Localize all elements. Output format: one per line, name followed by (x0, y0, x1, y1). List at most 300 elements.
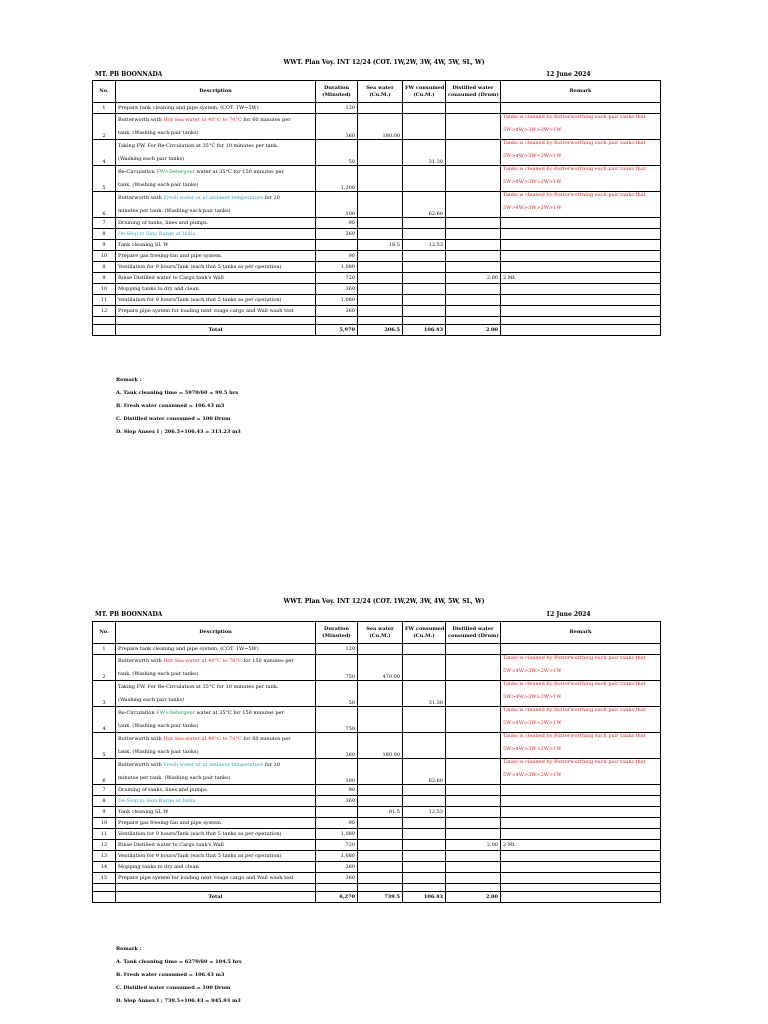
row-number: 3 (93, 681, 116, 707)
row-distilled (446, 707, 501, 733)
description-line-1 (118, 231, 313, 238)
row-fw-consumed (403, 733, 446, 759)
table-row (93, 284, 661, 295)
row-distilled (446, 644, 501, 655)
row-remark (501, 273, 661, 284)
row-description (116, 851, 316, 862)
blank-cell (358, 884, 403, 892)
header-remark-label: Remark (569, 629, 592, 636)
row-description (116, 681, 316, 707)
row-remark (501, 192, 661, 218)
table-row (93, 759, 661, 785)
table-row (93, 818, 661, 829)
remark-note: B. Fresh water consumed = 106.43 m3 (116, 972, 225, 978)
description-line-2: tank. (Washing each pair tanks) (118, 129, 199, 136)
row-duration: 100 (316, 192, 358, 218)
description-line-1: Prepare gas freeing-fan and pipe system. (118, 252, 223, 259)
row-distilled (446, 140, 501, 166)
row-fw-consumed (403, 273, 446, 284)
row-sea-water (358, 862, 403, 873)
row-number: 4 (93, 140, 116, 166)
row-remark (501, 114, 661, 140)
table-row (93, 295, 661, 306)
highlighted-text: Fresh water at at ambient temperature (163, 762, 264, 768)
row-description (116, 862, 316, 873)
description-line-1: Prepare pipe system for loading next voage cargo and Wall wash test (118, 874, 294, 881)
header-duration-label: Duration (323, 626, 350, 632)
description-line-1: Mopping tanks to dry and clean. (118, 863, 201, 870)
highlighted-text: Hot Sea water at 40°C to 70°C (163, 117, 242, 123)
remark-line-2: 5W>4W>3W>2W>1W (503, 771, 562, 778)
total-duration: 5,970 (316, 325, 358, 336)
row-duration: 120 (316, 644, 358, 655)
row-distilled (446, 251, 501, 262)
row-duration: 50 (316, 681, 358, 707)
row-number: 6 (93, 759, 116, 785)
row-fw-consumed (403, 785, 446, 796)
row-description (116, 759, 316, 785)
remark-note: A. Tank cleaning time = 5970/60 = 99.5 hrs (116, 390, 239, 396)
description-line-1: Rinse Distilled water to Cargo tank's Wall (118, 274, 224, 281)
row-number: 8 (93, 796, 116, 807)
total-row (93, 325, 661, 336)
table-row (93, 796, 661, 807)
table-row (93, 785, 661, 796)
blank-cell (403, 884, 446, 892)
header-distilled-label: consumed (Drum) (448, 91, 499, 98)
table-row (93, 829, 661, 840)
row-sea-water (358, 103, 403, 114)
remark-notes (116, 946, 242, 1011)
row-fw-consumed (403, 644, 446, 655)
description-line-2: tank. (Washing each pair tanks) (118, 748, 199, 755)
table-row (93, 873, 661, 884)
row-remark (501, 262, 661, 273)
row-duration: 750 (316, 655, 358, 681)
row-description (116, 140, 316, 166)
total-sea-water: 206.5 (358, 325, 403, 336)
row-duration: 1,080 (316, 295, 358, 306)
total-sea-water: 739.5 (358, 892, 403, 903)
row-description (116, 166, 316, 192)
row-fw-consumed (403, 284, 446, 295)
row-description (116, 273, 316, 284)
header-no-label: No. (99, 629, 109, 636)
description-line-1: Ventilation for 9 hours/Tank (each that 5 tanks as per operation) (118, 263, 282, 270)
row-fw-consumed (403, 306, 446, 317)
blank-cell (501, 317, 661, 325)
row-sea-water (358, 681, 403, 707)
row-remark (501, 851, 661, 862)
row-sea-water (358, 707, 403, 733)
table-row (93, 229, 661, 240)
description-line-2: (Washing each pair tanks) (118, 696, 185, 703)
row-duration: 1,080 (316, 829, 358, 840)
description-line-1: Ventilation for 9 hours/Tank (each that 5 tanks as per operation) (118, 296, 282, 303)
total-distilled: 2.00 (446, 892, 501, 903)
row-remark (501, 140, 661, 166)
row-number: 9 (93, 807, 116, 818)
row-number: 12 (93, 306, 116, 317)
row-remark (501, 681, 661, 707)
row-duration: 750 (316, 707, 358, 733)
sheet-title: WWT. Plan Voy. INT 12/24 (COT. 1W,2W, 3W, 4W, 5W, SL, W) (283, 598, 485, 605)
row-number: 8 (93, 262, 116, 273)
blank-cell (116, 884, 316, 892)
sheet-title: WWT. Plan Voy. INT 12/24 (COT. 1W,2W, 3W, 4W, 5W, SL, W) (283, 59, 485, 66)
row-fw-consumed (403, 851, 446, 862)
remark-heading: Remark : (116, 946, 142, 952)
row-fw-consumed (403, 655, 446, 681)
row-description (116, 733, 316, 759)
total-label: Total (116, 892, 316, 903)
description-line-1: Prepare gas freeing-fan and pipe system. (118, 819, 223, 826)
row-distilled (446, 103, 501, 114)
row-number: 9 (93, 273, 116, 284)
row-fw-consumed (403, 862, 446, 873)
table-row (93, 103, 661, 114)
description-line-1: Ventilation for 9 hours/Tank (each that 5 tanks as per operation) (118, 852, 282, 859)
row-remark (501, 644, 661, 655)
row-number: 10 (93, 284, 116, 295)
remark-note: B. Fresh water consumed = 106.43 m3 (116, 403, 225, 409)
row-distilled (446, 295, 501, 306)
table-row (93, 707, 661, 733)
row-sea-water: 180.00 (358, 114, 403, 140)
row-fw-consumed (403, 103, 446, 114)
row-remark (501, 840, 661, 851)
row-distilled (446, 284, 501, 295)
row-description (116, 114, 316, 140)
description-line-1 (118, 798, 313, 805)
table-row (93, 681, 661, 707)
row-fw-consumed (403, 707, 446, 733)
row-number: 11 (93, 295, 116, 306)
row-remark (501, 284, 661, 295)
header-sea-water (358, 81, 403, 103)
row-distilled (446, 851, 501, 862)
row-description (116, 229, 316, 240)
row-number: 15 (93, 873, 116, 884)
table-row (93, 251, 661, 262)
table-row (93, 862, 661, 873)
remark-line-1: Tanks is cleaned by Butterworthing each pair tanks that (503, 114, 646, 120)
header-sea-water-label: Sea water (366, 85, 394, 91)
row-duration: 1,080 (316, 851, 358, 862)
header-no (93, 622, 116, 644)
row-number: 7 (93, 218, 116, 229)
table-row (93, 262, 661, 273)
description-line-2: tank. (Washing each pair tanks) (118, 181, 199, 188)
total-empty (93, 892, 116, 903)
description-line-2: minutes per tank. (Washing each pair tanks) (118, 207, 231, 214)
header-fw-consumed (403, 622, 446, 644)
row-duration: 360 (316, 873, 358, 884)
row-duration: 360 (316, 796, 358, 807)
row-remark (501, 862, 661, 873)
description-line-1: Butterworth with Hot Sea water at 40°C to 70°C for 150 minutes per (118, 658, 294, 664)
row-sea-water: 18.5 (358, 240, 403, 251)
description-line-1: Mopping tanks to dry and clean. (118, 285, 201, 292)
row-remark (501, 707, 661, 733)
row-sea-water (358, 218, 403, 229)
description-line-1: Ventilation for 9 hours/Tank (each that 5 tanks as per operation) (118, 830, 282, 837)
remark-line-2: 5W>4W>3W>2W>1W (503, 178, 562, 185)
table-row (93, 655, 661, 681)
row-sea-water (358, 192, 403, 218)
row-sea-water: 81.5 (358, 807, 403, 818)
row-sea-water (358, 840, 403, 851)
row-duration: 360 (316, 862, 358, 873)
header-fw-consumed-label: FW consumed (405, 85, 445, 91)
row-duration: 50 (316, 140, 358, 166)
row-remark (501, 295, 661, 306)
row-sea-water (358, 644, 403, 655)
description-line-1: Butterworth with Fresh water at at ambient temperature for 20 (118, 762, 280, 768)
header-duration (316, 81, 358, 103)
row-description (116, 840, 316, 851)
remark-line-2: 5W>4W>3W>2W>1W (503, 719, 562, 726)
table-row (93, 733, 661, 759)
vessel-name: MT. PB BOONNADA (95, 611, 163, 618)
total-duration: 6,270 (316, 892, 358, 903)
row-remark (501, 873, 661, 884)
row-number: 1 (93, 644, 116, 655)
description-line-2: minutes per tank. (Washing each pair tanks) (118, 774, 231, 781)
header-remark (501, 622, 661, 644)
description-line-1: Tank cleaning SL W (118, 808, 169, 815)
row-duration: 360 (316, 284, 358, 295)
row-remark (501, 796, 661, 807)
header-duration-label: (Minuted) (322, 632, 351, 639)
row-distilled (446, 166, 501, 192)
row-fw-consumed (403, 295, 446, 306)
row-description (116, 240, 316, 251)
total-fw-consumed: 106.43 (403, 325, 446, 336)
row-sea-water (358, 295, 403, 306)
row-fw-consumed (403, 251, 446, 262)
row-sea-water (358, 851, 403, 862)
row-duration: 360 (316, 114, 358, 140)
description-line-2: tank. (Washing each pair tanks) (118, 722, 199, 729)
row-remark (501, 759, 661, 785)
row-description (116, 655, 316, 681)
total-remark (501, 892, 661, 903)
blank-cell (93, 317, 116, 325)
highlighted-text: Fresh water at at ambient temperature (163, 195, 264, 201)
row-duration: 90 (316, 785, 358, 796)
total-row (93, 892, 661, 903)
header-description-label: Description (199, 88, 232, 95)
row-number: 10 (93, 251, 116, 262)
remark-line-1: Tanks is cleaned by Butterworthing each pair tanks that (503, 192, 646, 198)
row-sea-water (358, 818, 403, 829)
row-fw-consumed: 62.60 (403, 192, 446, 218)
row-number: 7 (93, 785, 116, 796)
header-distilled-label: consumed (Drum) (448, 632, 499, 639)
row-fw-consumed (403, 840, 446, 851)
wash-plan-table (92, 621, 661, 903)
remark-line-1: 2 Mt. (503, 274, 517, 281)
row-fw-consumed (403, 218, 446, 229)
row-description (116, 306, 316, 317)
description-line-1: Taking FW. For Re-Circulation at 35°C for 10 minutes per tank. (118, 143, 279, 149)
row-description (116, 873, 316, 884)
table-row (93, 140, 661, 166)
row-sea-water (358, 796, 403, 807)
blank-row (93, 317, 661, 325)
row-fw-consumed (403, 229, 446, 240)
description-line-1: Re-Circulation FW+Detergent water at 35°C for 150 minutes per (118, 169, 284, 175)
row-number: 5 (93, 166, 116, 192)
row-number: 5 (93, 733, 116, 759)
row-fw-consumed: 12.53 (403, 240, 446, 251)
row-fw-consumed (403, 166, 446, 192)
row-remark (501, 785, 661, 796)
table-row (93, 807, 661, 818)
blank-cell (116, 317, 316, 325)
row-distilled (446, 733, 501, 759)
table-header-row (93, 81, 661, 103)
total-empty (93, 325, 116, 336)
row-remark (501, 229, 661, 240)
row-distilled (446, 240, 501, 251)
table-row (93, 306, 661, 317)
row-fw-consumed: 31.30 (403, 140, 446, 166)
row-distilled (446, 192, 501, 218)
row-fw-consumed: 31.30 (403, 681, 446, 707)
remark-line-1: Tanks is cleaned by Butterworthing each pair tanks that (503, 759, 646, 765)
row-remark (501, 829, 661, 840)
header-fw-consumed-label: (Cu.M.) (413, 632, 435, 639)
highlighted-text: Hot Sea water at 40°C to 70°C (163, 736, 242, 742)
remark-note: C. Distilled water consumed = 100 Drum (116, 985, 231, 991)
blank-row (93, 884, 661, 892)
row-number: 2 (93, 655, 116, 681)
table-row (93, 218, 661, 229)
remark-line-2: 5W>4W>3W>2W>1W (503, 667, 562, 674)
blank-cell (358, 317, 403, 325)
row-sea-water (358, 166, 403, 192)
row-sea-water (358, 759, 403, 785)
row-remark (501, 166, 661, 192)
row-duration: 720 (316, 273, 358, 284)
header-duration-label: (Minuted) (322, 91, 351, 98)
row-distilled: 2.00 (446, 273, 501, 284)
row-remark (501, 818, 661, 829)
header-duration (316, 622, 358, 644)
header-remark (501, 81, 661, 103)
row-sea-water (358, 873, 403, 884)
table-row (93, 840, 661, 851)
remark-line-1: 2 Mt. (503, 841, 517, 848)
header-description-label: Description (199, 629, 232, 636)
remark-line-1: Tanks is cleaned by Butterworthing each pair tanks that (503, 166, 646, 172)
row-description (116, 796, 316, 807)
header-no-label: No. (99, 88, 109, 95)
row-distilled (446, 862, 501, 873)
row-sea-water (358, 273, 403, 284)
header-distilled-label: Distilled water (452, 85, 494, 91)
row-fw-consumed (403, 818, 446, 829)
table-row (93, 240, 661, 251)
row-distilled (446, 229, 501, 240)
row-duration: 90 (316, 218, 358, 229)
row-number: 12 (93, 840, 116, 851)
row-distilled (446, 759, 501, 785)
header-fw-consumed-label: FW consumed (405, 626, 445, 632)
row-duration: 100 (316, 759, 358, 785)
header-sea-water-label: Sea water (366, 626, 394, 632)
row-fw-consumed (403, 114, 446, 140)
table-row (93, 273, 661, 284)
row-number: 9 (93, 240, 116, 251)
header-remark-label: Remark (569, 88, 592, 95)
highlighted-text: De-Slop to Slop Barge at India (118, 230, 196, 237)
row-duration: 360 (316, 229, 358, 240)
row-duration: 90 (316, 251, 358, 262)
header-distilled-label: Distilled water (452, 626, 494, 632)
row-sea-water (358, 829, 403, 840)
row-duration: 1,200 (316, 166, 358, 192)
remark-line-2: 5W>4W>3W>2W>1W (503, 126, 562, 133)
table-row (93, 644, 661, 655)
row-distilled (446, 114, 501, 140)
row-sea-water (358, 306, 403, 317)
row-remark (501, 251, 661, 262)
row-number: 13 (93, 851, 116, 862)
row-duration: 1,080 (316, 262, 358, 273)
total-distilled: 2.00 (446, 325, 501, 336)
blank-cell (446, 884, 501, 892)
header-fw-consumed (403, 81, 446, 103)
description-line-1: Prepare tank cleaning and pipe system. (COT. 1W~5W) (118, 645, 259, 652)
description-line-1: Butterworth with Hot Sea water at 40°C to 70°C for 60 minutes per (118, 736, 291, 742)
blank-cell (93, 884, 116, 892)
row-fw-consumed: 62.60 (403, 759, 446, 785)
row-duration: 360 (316, 306, 358, 317)
row-remark (501, 733, 661, 759)
row-distilled (446, 262, 501, 273)
row-remark (501, 655, 661, 681)
blank-cell (316, 884, 358, 892)
header-sea-water (358, 622, 403, 644)
description-line-1: Re-Circulation FW+Detergent water at 35°C for 150 minutes per (118, 710, 284, 716)
row-description (116, 644, 316, 655)
row-fw-consumed: 12.53 (403, 807, 446, 818)
row-description (116, 818, 316, 829)
row-remark (501, 240, 661, 251)
row-sea-water: 470.00 (358, 655, 403, 681)
row-description (116, 218, 316, 229)
row-sea-water (358, 284, 403, 295)
blank-cell (446, 317, 501, 325)
row-distilled (446, 796, 501, 807)
description-line-1: Draining of tanks, lines and pumps. (118, 786, 209, 793)
header-no (93, 81, 116, 103)
remark-line-2: 5W>4W>3W>2W>1W (503, 204, 562, 211)
highlighted-text: FW+Detergent (156, 710, 195, 716)
row-description (116, 829, 316, 840)
row-sea-water: 180.00 (358, 733, 403, 759)
row-description (116, 295, 316, 306)
remark-note: D. Slop Annex I ; 739.5+106.43 = 845.93 m3 (116, 998, 241, 1004)
header-fw-consumed-label: (Cu.M.) (413, 91, 435, 98)
row-description (116, 262, 316, 273)
row-description (116, 192, 316, 218)
remark-note: A. Tank cleaning time = 6270/60 = 104.5 hrs (116, 959, 242, 965)
header-sea-water-label: (Cu.M.) (369, 632, 391, 639)
